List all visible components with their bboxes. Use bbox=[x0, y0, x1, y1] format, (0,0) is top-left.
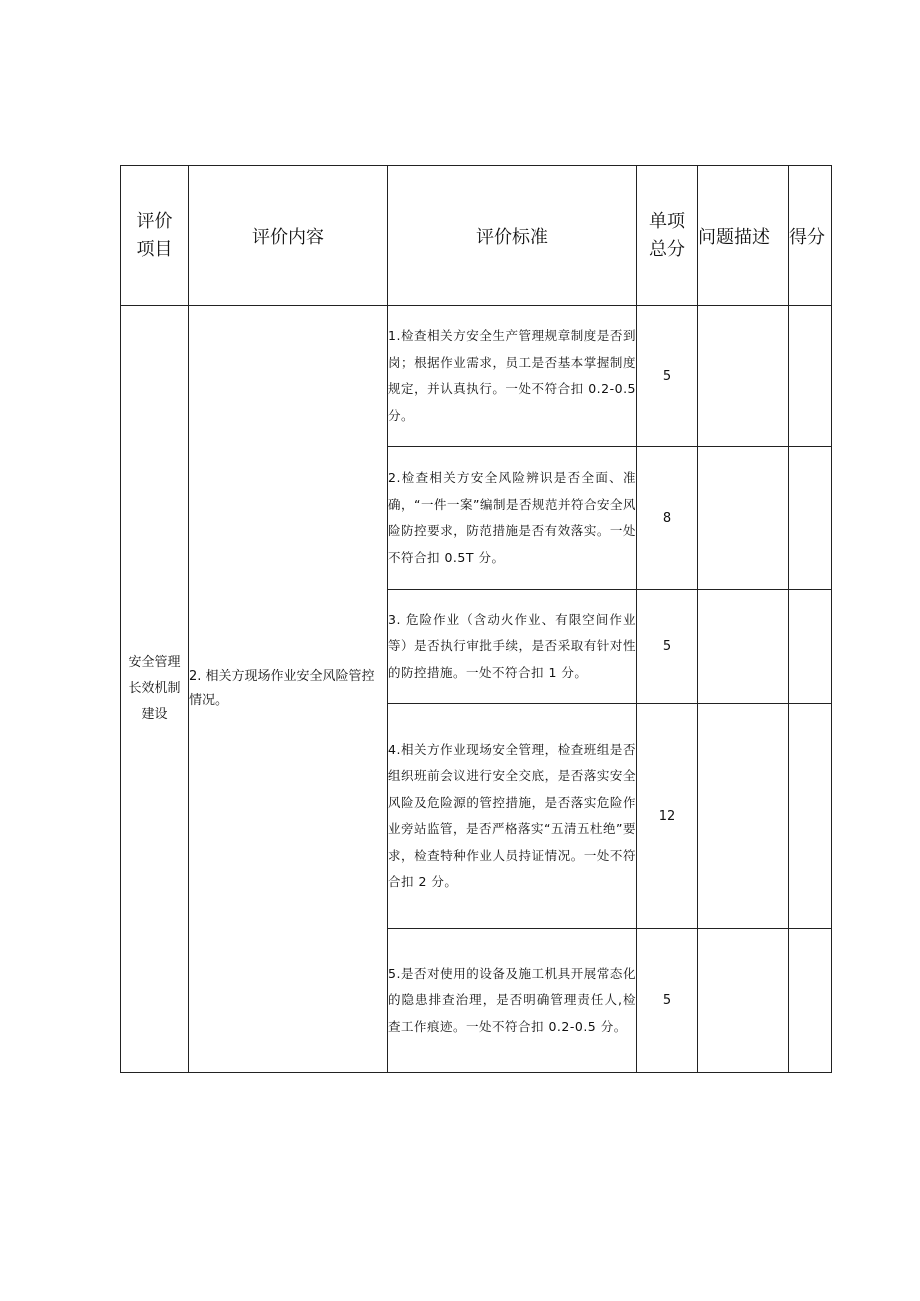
points-cell: 8 bbox=[637, 447, 698, 590]
header-points-line-2: 总分 bbox=[649, 238, 685, 260]
category-line-3: 建设 bbox=[141, 707, 168, 722]
standard-cell: 5.是否对使用的设备及施工机具开展常态化的隐患排查治理，是否明确管理责任人,检查工作痕迹。一处不符合扣 0.2-0.5 分。 bbox=[388, 929, 637, 1073]
problem-cell[interactable] bbox=[698, 306, 789, 447]
header-points-line-1: 单项 bbox=[649, 210, 685, 232]
header-category-line-1: 评价 bbox=[136, 210, 173, 232]
standard-cell: 1.检查相关方安全生产管理规章制度是否到岗；根据作业需求，员工是否基本掌握制度规定，并认真执行。一处不符合扣 0.2-0.5 分。 bbox=[388, 306, 637, 447]
header-row bbox=[121, 166, 832, 306]
standard-cell: 2.检查相关方安全风险辨识是否全面、准确，“一件一案”编制是否规范并符合安全风险防控要求，防范措施是否有效落实。一处不符合扣 0.5T 分。 bbox=[388, 447, 637, 590]
table-row bbox=[121, 306, 832, 447]
standard-cell: 3. 危险作业（含动火作业、有限空间作业等）是否执行审批手续，是否采取有针对性的防控措施。一处不符合扣 1 分。 bbox=[388, 590, 637, 704]
score-cell[interactable] bbox=[789, 929, 832, 1073]
evaluation-table bbox=[120, 165, 832, 1073]
header-category bbox=[121, 166, 189, 306]
header-standard: 评价标准 bbox=[388, 166, 637, 306]
content-cell: 2. 相关方现场作业安全风险管控情况。 bbox=[189, 306, 388, 1073]
category-line-1: 安全管理 bbox=[128, 655, 181, 670]
header-category-line-2: 项目 bbox=[136, 238, 173, 260]
problem-cell[interactable] bbox=[698, 447, 789, 590]
header-content: 评价内容 bbox=[189, 166, 388, 306]
score-cell[interactable] bbox=[789, 306, 832, 447]
problem-cell[interactable] bbox=[698, 704, 789, 929]
header-points bbox=[637, 166, 698, 306]
points-cell: 5 bbox=[637, 929, 698, 1073]
problem-cell[interactable] bbox=[698, 590, 789, 704]
category-line-2: 长效机制 bbox=[128, 681, 181, 696]
score-cell[interactable] bbox=[789, 704, 832, 929]
score-cell[interactable] bbox=[789, 590, 832, 704]
standard-cell: 4.相关方作业现场安全管理，检查班组是否组织班前会议进行安全交底，是否落实安全风险及危险源的管控措施，是否落实危险作业旁站监管，是否严格落实“五清五杜绝”要求，检查特种作业人员持证情况。一处不符合扣 2 分。 bbox=[388, 704, 637, 929]
problem-cell[interactable] bbox=[698, 929, 789, 1073]
points-cell: 5 bbox=[637, 306, 698, 447]
category-cell bbox=[121, 306, 189, 1073]
header-problem: 问题描述 bbox=[698, 166, 789, 306]
score-cell[interactable] bbox=[789, 447, 832, 590]
header-score: 得分 bbox=[789, 166, 832, 306]
points-cell: 5 bbox=[637, 590, 698, 704]
points-cell: 12 bbox=[637, 704, 698, 929]
